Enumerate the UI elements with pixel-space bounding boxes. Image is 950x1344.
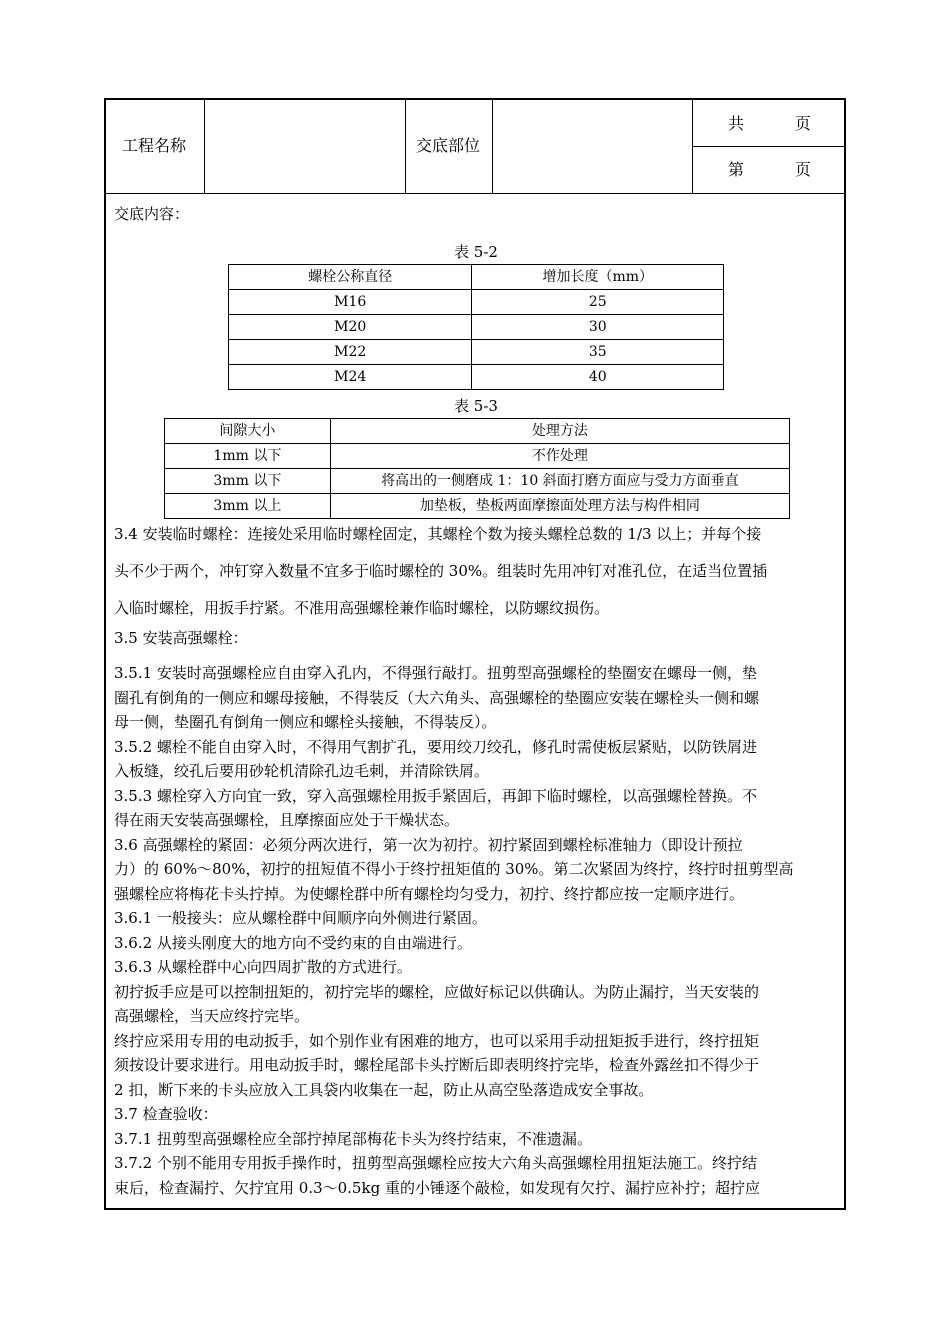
text-line: 2 扣，断下来的卡头应放入工具袋内收集在一起，防止从高空坠落造成安全事故。 <box>114 1080 654 1099</box>
table-header-row <box>229 265 724 290</box>
divider <box>492 100 493 193</box>
table-cell: 3mm 以下 <box>165 469 331 494</box>
text-line: 3.7.1 扭剪型高强螺栓应全部拧掉尾部梅花卡头为终拧结束，不准遗漏。 <box>114 1129 592 1148</box>
table-header-row <box>165 419 790 444</box>
text-line: 3.6.1 一般接头：应从螺栓群中间顺序向外侧进行紧固。 <box>114 909 487 927</box>
table-cell: 35 <box>472 340 724 365</box>
table-cell: 将高出的一侧磨成 1：10 斜面打磨方面应与受力方面垂直 <box>330 469 789 494</box>
table-row <box>165 444 790 469</box>
text-line: 3.5.3 螺栓穿入方向宜一致，穿入高强螺栓用扳手紧固后，再卸下临时螺栓，以高强螺栓替换。不 <box>114 786 757 805</box>
text-line: 3.7.2 个别不能用专用扳手操作时，扭剪型高强螺栓应按大六角头高强螺栓用扭矩法施工。终拧结 <box>114 1154 757 1172</box>
text-line: 3.6.3 从螺栓群中心向四周扩散的方式进行。 <box>114 958 412 976</box>
table-cell: 1mm 以下 <box>165 444 331 469</box>
section-heading: 3.5 安装高强螺栓： <box>114 629 248 647</box>
table-header-cell: 处理方法 <box>330 419 789 444</box>
text-line: 3.4 安装临时螺栓：连接处采用临时螺栓固定，其螺栓个数为接头螺栓总数的 1/3 以上；并每个接 <box>114 525 762 543</box>
table-cell: 3mm 以上 <box>165 494 331 519</box>
text-line: 3.6.2 从接头刚度大的地方向不受约束的自由端进行。 <box>114 933 472 952</box>
text-line: 得在雨天安装高强螺栓，且摩擦面应处于干燥状态。 <box>114 811 460 829</box>
text-line: 强螺栓应将梅花卡头拧掉。为使螺栓群中所有螺栓均匀受力，初拧、终拧都应按一定顺序进行。 <box>114 884 745 903</box>
project-name-label: 工程名称 <box>122 136 187 155</box>
section-body <box>114 661 840 1200</box>
text-line: 3.6 高强螺栓的紧固：必须分两次进行，第一次为初拧。初拧紧固到螺栓标准轴力（即设计预拉 <box>114 835 743 854</box>
table-row <box>229 290 724 315</box>
table-row <box>165 469 790 494</box>
table-cell: 40 <box>472 365 724 390</box>
total-pages-label: 共 页 <box>728 114 811 133</box>
table-cell: M20 <box>229 315 472 340</box>
text-line: 高强螺栓，当天应终拧完毕。 <box>114 1007 310 1025</box>
text-line: 3.5.2 螺栓不能自由穿入时，不得用气割扩孔，要用绞刀绞孔，修孔时需使板层紧贴，以防铁屑进 <box>114 737 757 756</box>
table-caption: 表 5-2 <box>454 243 498 261</box>
bolt-length-table <box>228 264 724 390</box>
table-cell: 30 <box>472 315 724 340</box>
text-line: 头不少于两个，冲钉穿入数量不宜多于临时螺栓的 30%。组装时先用冲钉对准孔位，在适当位置插 <box>114 562 768 580</box>
gap-treatment-table <box>164 418 790 519</box>
text-line: 须按设计要求进行。用电动扳手时，螺栓尾部卡头拧断后即表明终拧完毕，检查外露丝扣不得少于 <box>114 1056 760 1074</box>
text-line: 母一侧，垫圈孔有倒角一侧应和螺栓头接触，不得装反）。 <box>114 713 497 731</box>
text-line: 束后，检查漏拧、欠拧宜用 0.3～0.5kg 重的小锤逐个敲检，如发现有欠拧、漏拧应补拧；超拧应 <box>114 1178 760 1197</box>
table-row <box>229 365 724 390</box>
table-caption: 表 5-3 <box>454 397 498 415</box>
disclosure-form <box>104 98 846 1210</box>
table-row <box>229 315 724 340</box>
table-row <box>165 494 790 519</box>
text-line: 圈孔有倒角的一侧应和螺母接触，不得装反（大六角头、高强螺栓的垫圈应安装在螺栓头一侧和螺 <box>114 688 760 707</box>
table-cell: 加垫板，垫板两面摩擦面处理方法与构件相同 <box>330 494 789 519</box>
table-header-cell: 螺栓公称直径 <box>229 265 472 290</box>
table-cell: M16 <box>229 290 472 315</box>
table-row <box>229 340 724 365</box>
divider <box>204 100 205 193</box>
section-3-5-title <box>114 626 840 650</box>
table-cell: 25 <box>472 290 724 315</box>
table-header-cell: 增加长度（mm） <box>472 265 724 290</box>
divider <box>693 146 844 147</box>
text-line: 3.5.1 安装时高强螺栓应自由穿入孔内，不得强行敲打。扭剪型高强螺栓的垫圈安在螺母一侧，垫 <box>114 664 757 682</box>
page-number-label: 第 页 <box>728 160 811 179</box>
location-label: 交底部位 <box>416 136 481 155</box>
content-label: 交底内容： <box>114 205 190 223</box>
divider <box>405 100 406 193</box>
text-line: 初拧扳手应是可以控制扭矩的，初拧完毕的螺栓，应做好标记以供确认。为防止漏拧，当天安装的 <box>114 982 760 1001</box>
text-line: 力）的 60%～80%，初拧的扭短值不得小于终拧扭矩值的 30%。第二次紧固为终拧，终拧时扭剪型高 <box>114 860 794 878</box>
text-line: 终拧应采用专用的电动扳手，如个别作业有困难的地方，也可以采用手动扭矩扳手进行，终拧扭矩 <box>114 1031 760 1050</box>
text-line: 入临时螺栓，用扳手拧紧。不准用高强螺栓兼作临时螺栓，以防螺纹损伤。 <box>114 599 610 617</box>
table-cell: M24 <box>229 365 472 390</box>
text-line: 3.7 检查验收： <box>114 1105 218 1123</box>
table-cell: M22 <box>229 340 472 365</box>
text-line: 入板缝，绞孔后要用砂轮机清除孔边毛刺，并清除铁屑。 <box>114 762 490 780</box>
section-3-4 <box>114 516 840 627</box>
form-header <box>106 100 844 194</box>
table-cell: 不作处理 <box>330 444 789 469</box>
table-header-cell: 间隙大小 <box>165 419 331 444</box>
